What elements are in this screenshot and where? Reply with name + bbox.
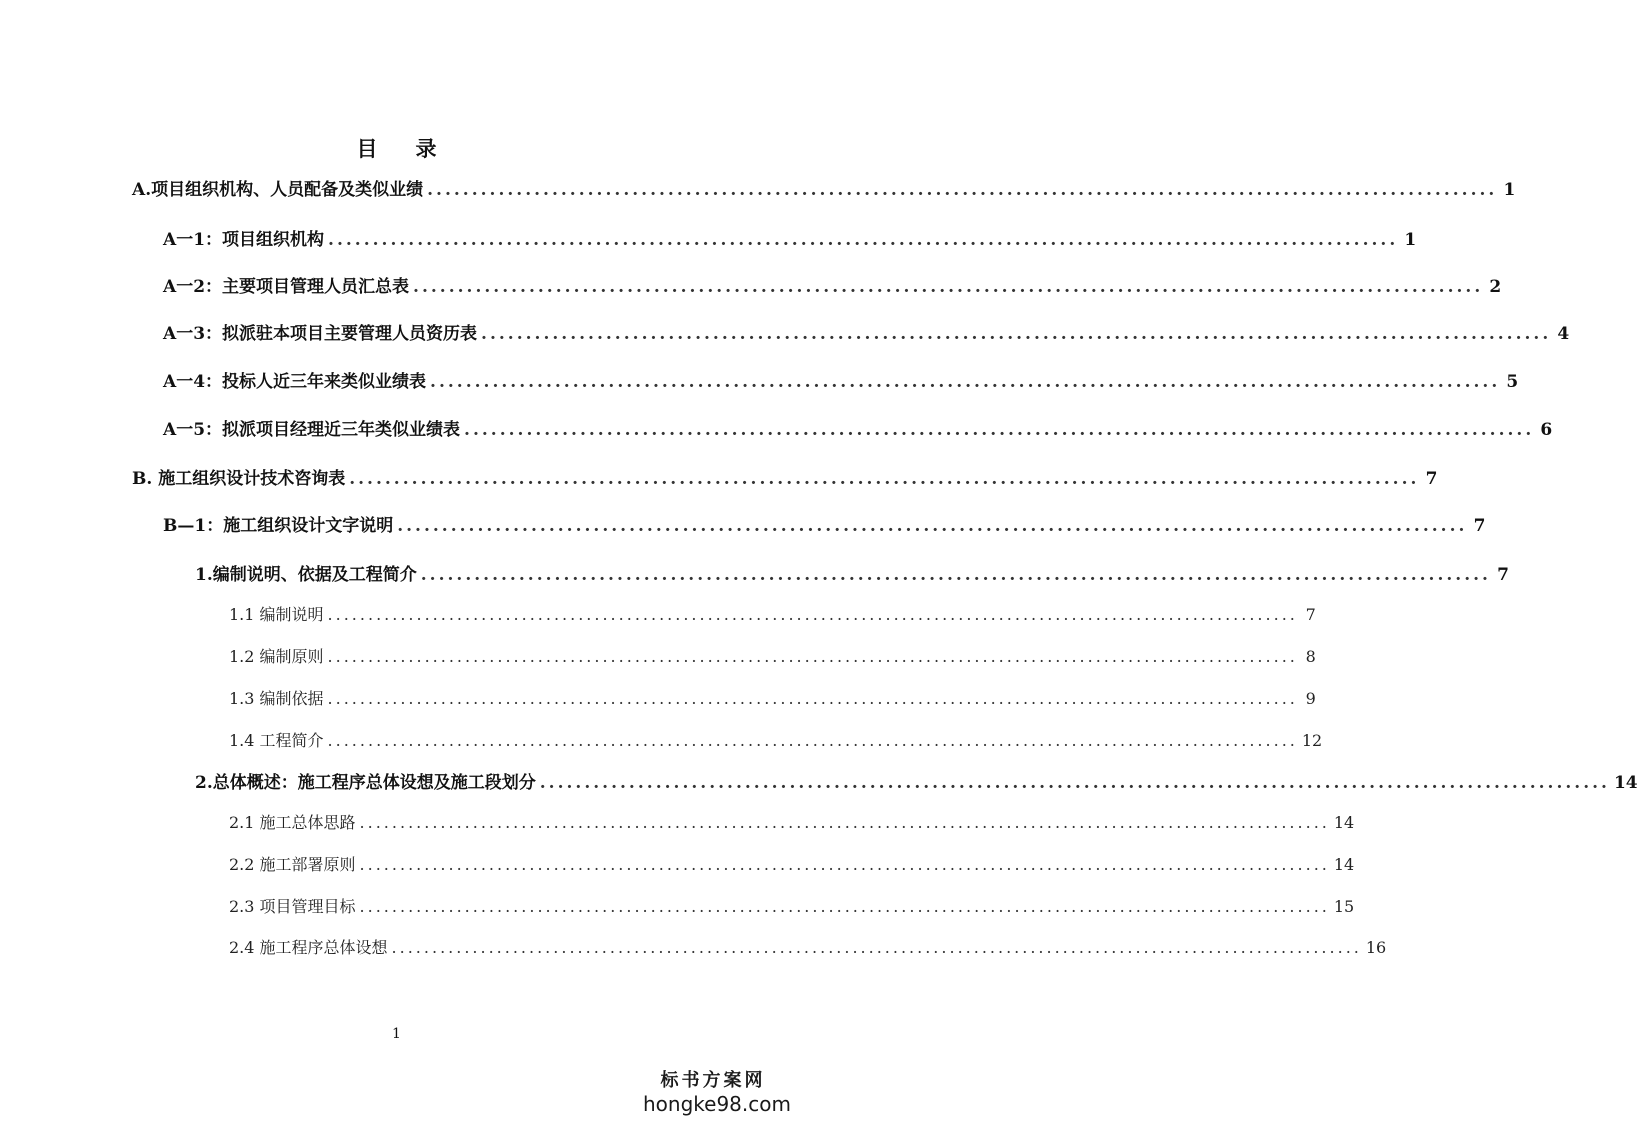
toc-entry-text: A一3：拟派驻本项目主要管理人员资历表 xyxy=(163,324,478,344)
toc-entry-text: A一1：项目组织机构 xyxy=(163,230,325,250)
toc-entry-text: A一5：拟派项目经理近三年类似业绩表 xyxy=(163,420,461,440)
toc-entry-page: 9 xyxy=(1305,689,1316,708)
toc-entry-page: 7 xyxy=(1305,605,1316,624)
toc-title: 目录 xyxy=(356,136,475,161)
toc-leader-dots: ........................................................................................................................ xyxy=(464,420,1535,440)
toc-entry[interactable] xyxy=(163,415,1553,441)
toc-leader-dots: ........................................................................................................................ xyxy=(327,605,1298,624)
toc-entry-page: 1 xyxy=(1404,230,1417,250)
toc-leader-dots: ........................................................................................................................ xyxy=(430,372,1501,392)
toc-entry-text: 1.1 编制说明 xyxy=(229,605,324,624)
toc-entry[interactable] xyxy=(195,560,1509,586)
toc-entry[interactable] xyxy=(229,852,1355,878)
toc-leader-dots: ........................................................................................................................ xyxy=(539,773,1610,793)
toc-entry[interactable] xyxy=(195,768,1638,794)
toc-entry-page: 7 xyxy=(1473,516,1486,536)
toc-entry[interactable] xyxy=(229,894,1355,920)
toc-leader-dots: ........................................................................................................................ xyxy=(391,938,1362,957)
toc-entry-text: 1.4 工程简介 xyxy=(229,731,324,750)
toc-entry[interactable] xyxy=(163,225,1417,251)
toc-entry-page: 15 xyxy=(1333,897,1355,916)
toc-entry-text: 2.4 施工程序总体设想 xyxy=(229,938,388,957)
toc-entry-text: 1.编制说明、依据及工程简介 xyxy=(195,565,417,585)
toc-entry[interactable] xyxy=(229,810,1355,836)
toc-entry[interactable] xyxy=(132,175,1516,201)
page-number: 1 xyxy=(392,1026,401,1042)
toc-entry-page: 14 xyxy=(1333,855,1355,874)
toc-entry-text: A一4：投标人近三年来类似业绩表 xyxy=(163,372,427,392)
toc-leader-dots: ........................................................................................................................ xyxy=(328,230,1399,250)
toc-entry-text: B—1：施工组织设计文字说明 xyxy=(163,516,394,536)
toc-entry-page: 2 xyxy=(1489,277,1502,297)
toc-leader-dots: ........................................................................................................................ xyxy=(481,324,1552,344)
toc-entry-text: 2.2 施工部署原则 xyxy=(229,855,356,874)
toc-entry[interactable] xyxy=(163,511,1486,537)
toc-entry[interactable] xyxy=(163,272,1502,298)
toc-entry-page: 14 xyxy=(1613,773,1638,793)
toc-entry-page: 5 xyxy=(1506,372,1519,392)
toc-leader-dots: ........................................................................................................................ xyxy=(327,689,1298,708)
watermark-url: hongke98.com xyxy=(643,1092,791,1116)
toc-entry-text: A一2：主要项目管理人员汇总表 xyxy=(163,277,410,297)
toc-leader-dots: ........................................................................................................................ xyxy=(359,897,1330,916)
toc-entry[interactable] xyxy=(163,367,1519,393)
toc-leader-dots: ........................................................................................................................ xyxy=(327,647,1298,666)
toc-entry-page: 12 xyxy=(1301,731,1323,750)
toc-leader-dots: ........................................................................................................................ xyxy=(359,855,1330,874)
toc-entry-page: 14 xyxy=(1333,813,1355,832)
toc-entry[interactable] xyxy=(229,728,1323,754)
toc-leader-dots: ........................................................................................................................ xyxy=(397,516,1468,536)
toc-entry-text: A.项目组织机构、人员配备及类似业绩 xyxy=(132,180,424,200)
toc-leader-dots: ........................................................................................................................ xyxy=(427,180,1498,200)
toc-leader-dots: ........................................................................................................................ xyxy=(359,813,1330,832)
watermark-title: 标书方案网 xyxy=(660,1070,766,1091)
toc-leader-dots: ........................................................................................................................ xyxy=(349,469,1420,489)
toc-entry-text: 2.3 项目管理目标 xyxy=(229,897,356,916)
toc-entry[interactable] xyxy=(132,464,1438,490)
toc-entry-page: 7 xyxy=(1425,469,1438,489)
toc-entry-page: 6 xyxy=(1540,420,1553,440)
toc-entry[interactable] xyxy=(163,319,1570,345)
toc-entry-text: B. 施工组织设计技术咨询表 xyxy=(132,469,346,489)
toc-leader-dots: ........................................................................................................................ xyxy=(327,731,1298,750)
toc-leader-dots: ........................................................................................................................ xyxy=(420,565,1491,585)
toc-entry[interactable] xyxy=(229,686,1316,712)
toc-entry-page: 8 xyxy=(1305,647,1316,666)
toc-entry-text: 2.总体概述：施工程序总体设想及施工段划分 xyxy=(195,773,536,793)
toc-entry-page: 4 xyxy=(1557,324,1570,344)
toc-entry-text: 2.1 施工总体思路 xyxy=(229,813,356,832)
toc-entry[interactable] xyxy=(229,602,1316,628)
toc-leader-dots: ........................................................................................................................ xyxy=(413,277,1484,297)
toc-entry-text: 1.2 编制原则 xyxy=(229,647,324,666)
toc-entry-page: 16 xyxy=(1365,938,1387,957)
toc-entry[interactable] xyxy=(229,935,1387,961)
toc-entry[interactable] xyxy=(229,644,1316,670)
watermark xyxy=(643,1066,791,1116)
toc-entry-text: 1.3 编制依据 xyxy=(229,689,324,708)
toc-entry-page: 7 xyxy=(1497,565,1509,585)
toc-entry-page: 1 xyxy=(1503,180,1516,200)
